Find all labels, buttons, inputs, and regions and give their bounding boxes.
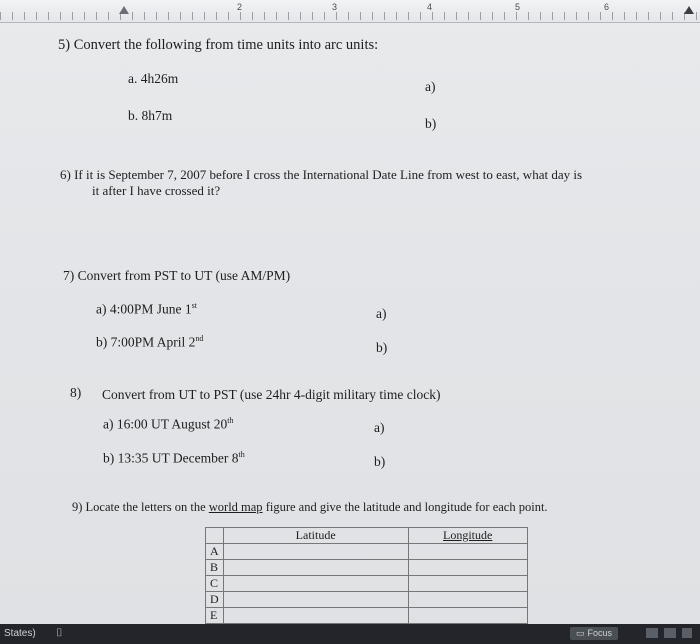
print-layout-icon[interactable] (646, 628, 658, 638)
row-letter: E (206, 608, 224, 624)
q5-answer-a: a) (425, 79, 436, 94)
q5-answer-b: b) (425, 116, 437, 131)
q8-item-b (103, 450, 245, 467)
q9-title-post: figure and give the latitude and longitude for each point. (262, 500, 548, 514)
q8-item-a-sup: th (227, 416, 234, 425)
focus-button[interactable] (570, 627, 618, 640)
table-row (206, 560, 528, 576)
q7-item-b-sup: nd (195, 334, 204, 343)
web-layout-icon[interactable] (664, 628, 676, 638)
q8-answer-b: b) (374, 454, 386, 469)
table-header-longitude: Longitude (408, 528, 527, 544)
indent-marker[interactable] (119, 6, 129, 14)
q5-item-a: a. 4h26m (128, 71, 179, 86)
q5-item-b: b. 8h7m (128, 108, 173, 123)
q8-item-a-label: a) 16:00 UT August 20 (103, 416, 228, 432)
latitude-cell[interactable] (223, 560, 408, 576)
ruler-number: 6 (604, 2, 610, 12)
ruler-number: 3 (332, 2, 338, 12)
ruler-number: 2 (237, 2, 243, 12)
q9-title (72, 500, 548, 515)
zoom-icon[interactable] (682, 628, 692, 638)
table-row (206, 544, 528, 560)
q7-title: 7) Convert from PST to UT (use AM/PM) (63, 268, 291, 283)
focus-label: Focus (587, 628, 613, 638)
latitude-cell[interactable] (223, 576, 408, 592)
latitude-cell[interactable] (223, 592, 408, 608)
row-letter: D (206, 592, 224, 608)
q8-answer-a: a) (374, 420, 385, 435)
q7-answer-b: b) (376, 340, 388, 355)
q7-item-b-label: b) 7:00PM April 2 (96, 334, 196, 350)
right-margin-marker[interactable] (684, 6, 694, 14)
q7-item-a-label: a) 4:00PM June 1 (96, 301, 192, 317)
table-header-empty (206, 528, 224, 544)
q8-number: 8) (70, 385, 82, 400)
q6-line1: 6) If it is September 7, 2007 before I cross the International Date Line from west to east, what day is (60, 167, 583, 182)
q8-title: Convert from UT to PST (use 24hr 4-digit military time clock) (102, 387, 441, 402)
q8-item-a (103, 416, 233, 433)
latitude-cell[interactable] (223, 608, 408, 624)
q8-item-b-sup: th (238, 450, 245, 459)
table-header-row (206, 528, 528, 544)
ruler-number: 4 (427, 2, 433, 12)
ruler-ticks (0, 12, 700, 20)
status-label: States) (4, 628, 36, 639)
q9-world-map-link: world map (208, 500, 263, 514)
longitude-cell[interactable] (408, 576, 527, 592)
focus-icon: ▭ (576, 628, 585, 638)
longitude-cell[interactable] (408, 608, 527, 624)
longitude-cell[interactable] (408, 544, 527, 560)
q6-line2: it after I have crossed it? (92, 183, 221, 198)
q7-item-a (96, 301, 197, 318)
q7-answer-a: a) (376, 306, 387, 321)
lat-long-table (205, 527, 528, 624)
q8-item-b-label: b) 13:35 UT December 8 (103, 450, 239, 466)
q7-item-a-sup: st (191, 301, 197, 310)
longitude-cell[interactable] (408, 592, 527, 608)
q9-title-pre: 9) Locate the letters on the (72, 500, 209, 514)
longitude-cell[interactable] (408, 560, 527, 576)
table-row (206, 576, 528, 592)
q5-title: 5) Convert the following from time units into arc units: (58, 37, 379, 53)
ruler-number: 5 (515, 2, 521, 12)
table-header-latitude: Latitude (223, 528, 408, 544)
row-letter: B (206, 560, 224, 576)
q7-item-b (96, 334, 203, 351)
row-letter: A (206, 544, 224, 560)
row-letter: C (206, 576, 224, 592)
latitude-cell[interactable] (223, 544, 408, 560)
status-bar (0, 624, 700, 644)
table-row (206, 608, 528, 624)
ruler[interactable] (0, 0, 700, 23)
language-icon[interactable]: ⌷ (56, 627, 63, 639)
table-row (206, 592, 528, 608)
